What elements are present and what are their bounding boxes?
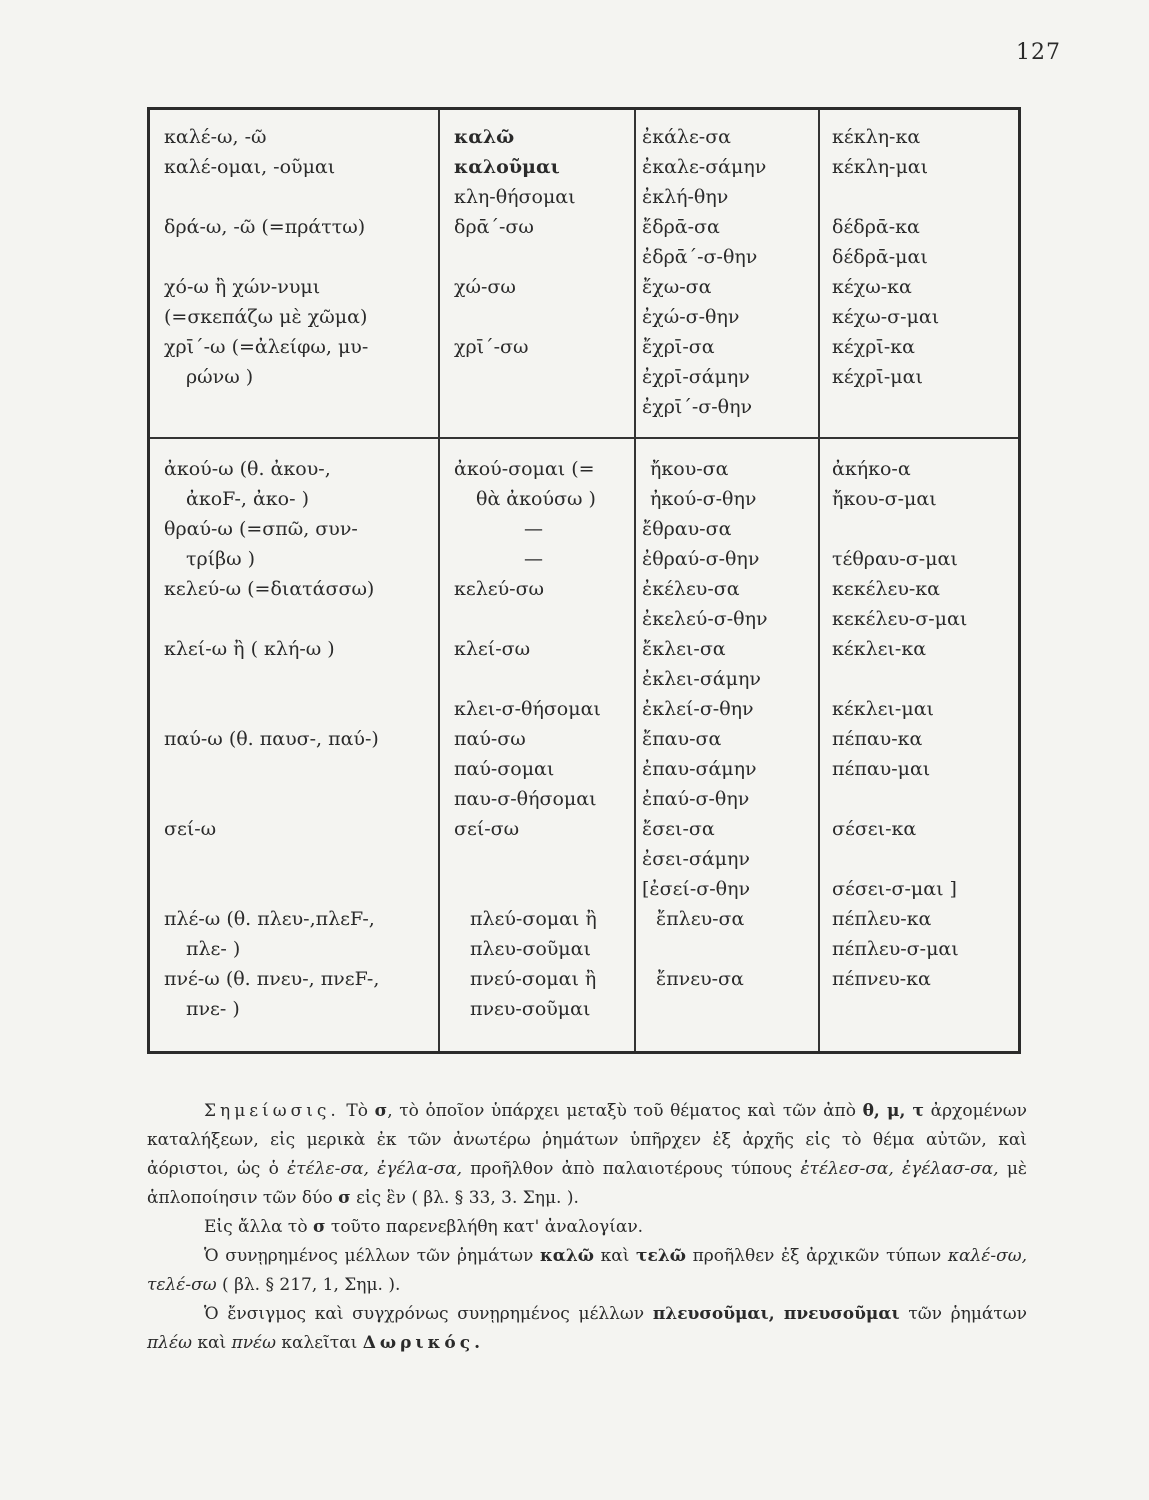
- cell: πέπαυ-κα: [832, 728, 923, 750]
- cell: κεκέλευ-σ-μαι: [832, 608, 968, 630]
- verb-table: [147, 107, 1021, 1054]
- text-run: , τὸ ὁποῖον ὑπάρχει μεταξὺ τοῦ θέματος καὶ τῶν ἀπὸ: [387, 1101, 863, 1121]
- cell: [454, 302, 576, 332]
- cell: πνεύ-σομαι ἢ: [470, 968, 597, 990]
- cell: κέχω-σ-μαι: [832, 306, 940, 328]
- group2-future-column: [454, 454, 601, 1024]
- cell: [454, 874, 601, 904]
- cell: ἔπλευ-σα: [656, 908, 745, 930]
- group1-aorist-column: [642, 122, 766, 422]
- cell: κλεί-σω: [454, 638, 531, 660]
- cell: ἐκελεύ-σ-θην: [642, 608, 768, 630]
- cell: δρᾱ΄-σω: [454, 216, 534, 238]
- text-run: πλευσοῦμαι, πνευσοῦμαι: [652, 1304, 900, 1324]
- group2-perfect-column: [832, 454, 967, 994]
- cell: [164, 784, 379, 814]
- note-label: Σημείωσις.: [204, 1101, 340, 1121]
- cell: [454, 604, 601, 634]
- cell: [164, 844, 379, 874]
- note-paragraph-1: [147, 1097, 1027, 1213]
- cell: κέχω-κα: [832, 276, 912, 298]
- cell: κελεύ-ω (=διατάσσω): [164, 578, 375, 600]
- text-run: πνέω: [231, 1333, 277, 1353]
- group1-future-column: [454, 122, 576, 362]
- cell: ἐχρῑ΄-σ-θην: [642, 396, 753, 418]
- text-run: προῆλθον ἀπὸ παλαιοτέρους τύπους: [462, 1159, 801, 1179]
- cell: πέπαυ-μαι: [832, 758, 931, 780]
- cell: πλεύ-σομαι ἢ: [470, 908, 597, 930]
- cell: τέθραυ-σ-μαι: [832, 548, 958, 570]
- cell: κέκλη-κα: [832, 126, 921, 148]
- cell: ἤκου-σα: [650, 458, 729, 480]
- cell: ἔσει-σα: [642, 818, 715, 840]
- cell: [454, 664, 601, 694]
- cell: [164, 182, 368, 212]
- column-divider-1: [438, 110, 440, 1051]
- cell: ἀκού-σομαι (=: [454, 458, 595, 480]
- text-run: προῆλθεν ἐξ ἀρχικῶν τύπων: [685, 1246, 948, 1266]
- cell: [164, 874, 379, 904]
- text-run: εἰς ἓν ( βλ. § 33, 3. Σημ. ).: [350, 1188, 579, 1208]
- cell: [164, 754, 379, 784]
- cell: ἐχρῑ-σάμην: [642, 366, 750, 388]
- cell: [164, 664, 379, 694]
- cell: ἤκου-σ-μαι: [832, 488, 937, 510]
- text-run: Δωρικός.: [362, 1333, 484, 1353]
- text-run: τοῦτο παρενεβλήθη κατ' ἀναλογίαν.: [325, 1217, 644, 1237]
- cell: χώ-σω: [454, 276, 516, 298]
- cell: πέπνευ-κα: [832, 968, 931, 990]
- column-divider-3: [818, 110, 820, 1051]
- cell: καλέ-ω, -ῶ: [164, 126, 267, 148]
- text-run: Ὁ ἔνσιγμος καὶ συγχρόνως συνῃρημένος μέλλων: [204, 1304, 653, 1324]
- cell: δρά-ω, -ῶ (=πράττω): [164, 216, 366, 238]
- cell: πέπλευ-κα: [832, 908, 932, 930]
- cell: δέδρᾱ-κα: [832, 216, 920, 238]
- cell: ἀκού-ω (θ. ἀκου-,: [164, 458, 331, 480]
- cell: ἐκλεί-σ-θην: [642, 698, 754, 720]
- cell: ἐκάλε-σα: [642, 126, 732, 148]
- cell: πλέ-ω (θ. πλευ-,πλεF-,: [164, 908, 375, 930]
- cell: καλῶ: [454, 126, 515, 148]
- cell: σέσει-σ-μαι ]: [832, 878, 957, 900]
- cell: [164, 694, 379, 724]
- cell: (=σκεπάζω μὲ χῶμα): [164, 306, 368, 328]
- text-run: σ: [374, 1101, 388, 1121]
- group-divider: [150, 437, 1018, 439]
- cell: κέκλει-μαι: [832, 698, 934, 720]
- cell: [454, 242, 576, 272]
- cell: ἔχω-σα: [642, 276, 712, 298]
- cell: ἐχώ-σ-θην: [642, 306, 740, 328]
- cell: καλοῦμαι: [454, 156, 560, 178]
- cell: σεί-ω: [164, 818, 217, 840]
- group2-present-column: [164, 454, 379, 1024]
- cell: σεί-σω: [454, 818, 520, 840]
- cell: κλεί-ω ἢ ( κλή-ω ): [164, 638, 335, 660]
- text-run: καὶ: [191, 1333, 232, 1353]
- cell: ἔχρῑ-σα: [642, 336, 715, 358]
- cell: πέπλευ-σ-μαι: [832, 938, 959, 960]
- cell: πνε- ): [186, 998, 240, 1020]
- cell: πλε- ): [186, 938, 241, 960]
- cell: ἠκού-σ-θην: [650, 488, 757, 510]
- text-run: Εἰς ἄλλα τὸ: [204, 1217, 313, 1237]
- cell: χό-ω ἢ χών-νυμι: [164, 276, 321, 298]
- note-paragraph-3: [147, 1242, 1027, 1300]
- cell: κλει-σ-θήσομαι: [454, 698, 601, 720]
- cell: ἐθραύ-σ-θην: [642, 548, 760, 570]
- text-run: θ, μ, τ: [862, 1101, 924, 1121]
- cell: ἔπνευ-σα: [656, 968, 744, 990]
- text-run: καλέ-σω, τελέ-σω: [147, 1246, 1027, 1295]
- cell: κέχρῑ-κα: [832, 336, 915, 358]
- cell: κλη-θήσομαι: [454, 186, 576, 208]
- cell: ἐκαλε-σάμην: [642, 156, 767, 178]
- cell: [ἐσεί-σ-θην: [642, 878, 751, 900]
- note-paragraph-4: [147, 1300, 1027, 1358]
- cell: —: [524, 548, 543, 570]
- cell: θὰ ἀκούσω ): [476, 488, 596, 510]
- cell: [164, 604, 379, 634]
- cell: ἀκήκο-α: [832, 458, 911, 480]
- text-run: καλῶ: [540, 1246, 594, 1266]
- text-run: Ὁ συνῃρημένος μέλλων τῶν ῥημάτων: [204, 1246, 541, 1266]
- cell: δέδρᾱ-μαι: [832, 246, 928, 268]
- cell: παυ-σ-θήσομαι: [454, 788, 597, 810]
- cell: πνέ-ω (θ. πνευ-, πνεF-,: [164, 968, 380, 990]
- cell: καλέ-ομαι, -οῦμαι: [164, 156, 336, 178]
- cell: χρῑ΄-σω: [454, 336, 529, 358]
- text-run: ( βλ. § 217, 1, Σημ. ).: [216, 1275, 401, 1295]
- cell: ρώνω ): [186, 366, 254, 388]
- group1-present-column: [164, 122, 368, 392]
- cell: παύ-σομαι: [454, 758, 555, 780]
- cell: [832, 664, 967, 694]
- text-run: σ: [312, 1217, 326, 1237]
- cell: κέχρῑ-μαι: [832, 366, 923, 388]
- text-run: Τὸ: [339, 1101, 375, 1121]
- cell: ἔθραυ-σα: [642, 518, 732, 540]
- cell: ἐπαύ-σ-θην: [642, 788, 750, 810]
- text-run: ἐτέλε-σα, ἐγέλα-σα,: [287, 1159, 462, 1179]
- cell: χρῑ΄-ω (=ἀλείφω, μυ-: [164, 336, 369, 358]
- text-run: καὶ: [593, 1246, 637, 1266]
- cell: ἐκλει-σάμην: [642, 668, 761, 690]
- group1-perfect-column: [832, 122, 939, 392]
- cell: [832, 844, 967, 874]
- cell: ἐκλή-θην: [642, 186, 729, 208]
- cell: τρίβω ): [186, 548, 256, 570]
- text-run: καλεῖται: [276, 1333, 363, 1353]
- cell: ἔκλει-σα: [642, 638, 726, 660]
- cell: ἐσει-σάμην: [642, 848, 750, 870]
- column-divider-2: [634, 110, 636, 1051]
- text-run: σ: [338, 1188, 351, 1208]
- cell: παύ-σω: [454, 728, 526, 750]
- cell: πνευ-σοῦμαι: [470, 998, 591, 1020]
- cell: ἔπαυ-σα: [642, 728, 722, 750]
- cell: ἐπαυ-σάμην: [642, 758, 757, 780]
- cell: [642, 934, 768, 964]
- cell: ἐκέλευ-σα: [642, 578, 740, 600]
- cell: [832, 784, 967, 814]
- cell: ἀκοF-, ἀκο- ): [186, 488, 309, 510]
- cell: κέκλει-κα: [832, 638, 927, 660]
- cell: [832, 182, 939, 212]
- page-number: 127: [1016, 40, 1061, 65]
- cell: —: [524, 518, 543, 540]
- text-run: τῶν ῥημάτων: [899, 1304, 1027, 1324]
- cell: [164, 242, 368, 272]
- text-run: ἀρχομένων καταλήξεων, εἰς μερικὰ ἐκ τῶν ἀνωτέρω ῥημάτων ὑπῆρχεν ἐξ ἀρχῆς εἰς τὸ θέμα αὐτῶν, καὶ ἀόριστοι, ὡς ὁ: [147, 1101, 1027, 1179]
- text-run: πλέω: [147, 1333, 192, 1353]
- cell: σέσει-κα: [832, 818, 917, 840]
- cell: θραύ-ω (=σπῶ, συν-: [164, 518, 358, 540]
- cell: ἐδρᾱ΄-σ-θην: [642, 246, 758, 268]
- text-run: τελῶ: [636, 1246, 686, 1266]
- cell: κεκέλευ-κα: [832, 578, 940, 600]
- text-run: μὲ ἁπλοποίησιν τῶν δύο: [147, 1159, 1027, 1208]
- group2-aorist-column: [642, 454, 768, 994]
- cell: [832, 514, 967, 544]
- cell: πλευ-σοῦμαι: [470, 938, 591, 960]
- text-run: ἐτέλεσ-σα, ἐγέλασ-σα,: [800, 1159, 999, 1179]
- cell: κέκλη-μαι: [832, 156, 929, 178]
- cell: κελεύ-σω: [454, 578, 545, 600]
- cell: παύ-ω (θ. παυσ-, παύ-): [164, 728, 379, 750]
- note-paragraph-2: [147, 1213, 1027, 1242]
- notes-section: [147, 1097, 1027, 1358]
- cell: ἔδρᾱ-σα: [642, 216, 720, 238]
- cell: [454, 844, 601, 874]
